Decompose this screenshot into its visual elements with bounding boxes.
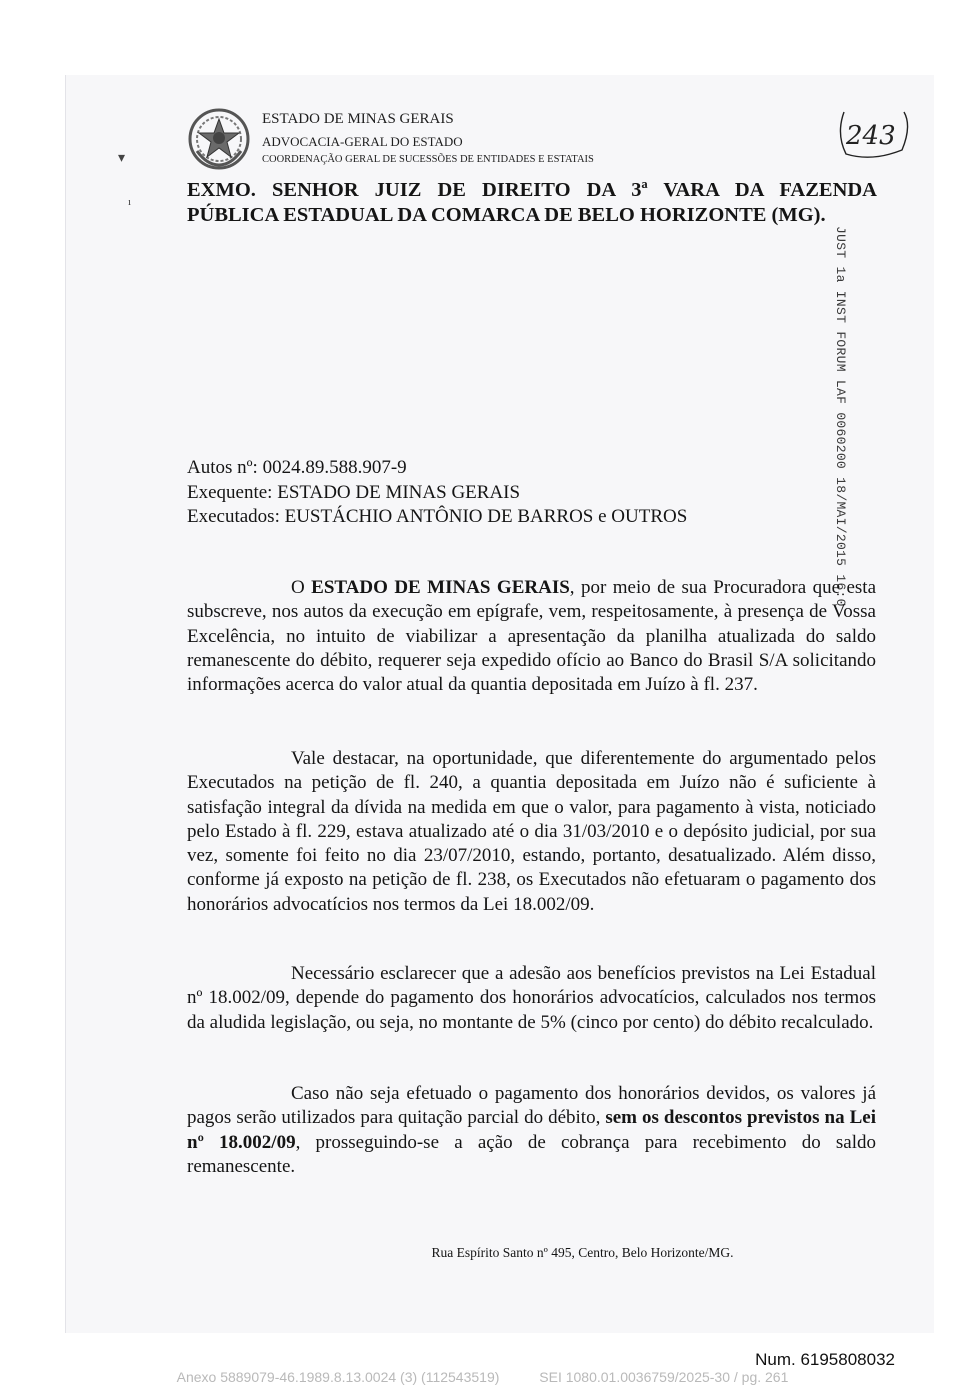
document-number: Num. 6195808032 xyxy=(755,1350,895,1369)
party-name: ESTADO DE MINAS GERAIS xyxy=(311,577,570,598)
scan-mark: ▾ xyxy=(118,151,126,166)
folio-number-handwritten xyxy=(832,106,912,162)
addressee-line-2: PÚBLICA ESTADUAL DA COMARCA DE BELO HORIZONTE (MG). xyxy=(187,204,826,226)
header-agency: ADVOCACIA-GERAL DO ESTADO xyxy=(262,134,463,149)
protocol-stamp: JUST 1a INST FORUM LAF 0060200 18/MAI/2015 16:0 xyxy=(833,226,848,607)
paragraph-clarification: Necessário esclarecer que a adesão aos benefícios previstos na Lei Estadual nº 18.002/09, depende do pagamento dos honorários advocatícios, calculados nos termos da aludida legislação, ou seja, no montante de 5% (cinco por cento) do débito recalculado. xyxy=(187,963,876,1033)
header-department: COORDENAÇÃO GERAL DE SUCESSÕES DE ENTIDADES E ESTATAIS xyxy=(262,154,594,165)
paragraph-conclusion: Caso não seja efetuado o pagamento dos honorários devidos, os valores já pagos serão utilizados para quitação parcial do débito, sem os descontos previstos na Lei nº 18.002/09, prosseguindo-se a ação de cobrança para recebimento do saldo remanescente. xyxy=(187,1083,877,1177)
case-plaintiff: Exequente: ESTADO DE MINAS GERAIS xyxy=(187,481,521,503)
scan-mark: ı xyxy=(128,196,132,208)
emphasis-text: sem os descontos previstos na Lei nº 18.002/09 xyxy=(187,1107,876,1153)
footer-address: Rua Espírito Santo nº 495, Centro, Belo Horizonte/MG. xyxy=(431,1245,734,1260)
coat-of-arms-emblem xyxy=(187,107,251,171)
addressee-line-1: EXMO. SENHOR JUIZ DE DIREITO DA 3ª VARA DA FAZENDA xyxy=(187,179,877,201)
case-info xyxy=(187,456,687,530)
case-defendants: Executados: EUSTÁCHIO ANTÔNIO DE BARROS e OUTROS xyxy=(187,506,688,527)
paragraph-request: O ESTADO DE MINAS GERAIS, por meio de sua Procuradora que esta subscreve, nos autos da execução em epígrafe, vem, respeitosamente, à presença de Vossa Excelência, no intuito de viabilizar a apresentação da planilha atualizada do saldo remanescente do débito, requerer seja expedido ofício ao Banco do Brasil S/A solicitando informações acerca do valor atual da quantia depositada em Juízo à fl. 237. xyxy=(187,577,876,696)
header-state-name: ESTADO DE MINAS GERAIS xyxy=(262,111,454,127)
svg-text:243: 243 xyxy=(846,121,896,151)
footer-sei-ref: SEI 1080.01.0036759/2025-30 / pg. 261 xyxy=(539,1369,789,1385)
case-number: Autos nº: 0024.89.588.907-9 xyxy=(187,457,407,478)
page-footer xyxy=(0,1369,965,1385)
paragraph-argument: Vale destacar, na oportunidade, que diferentemente do argumentado pelos Executados na petição de fl. 240, a quantia depositada em Juízo não é suficiente à satisfação integral da dívida na medida em que o valor, para pagamento à vista, noticiado pelo Estado à fl. 229, estava atualizado até o dia 31/03/2010 e o depósito judicial, por sua vez, somente foi feito no dia 23/07/2010, estando, portanto, desatualizado. Além disso, conforme já exposto na petição de fl. 238, os Executados não efetuaram o pagamento dos honorários advocatícios nos termos da Lei 18.002/09. xyxy=(187,748,876,915)
footer-annex-ref: Anexo 5889079-46.1989.8.13.0024 (3) (112543519) xyxy=(176,1369,500,1385)
addressee-heading xyxy=(187,178,877,228)
